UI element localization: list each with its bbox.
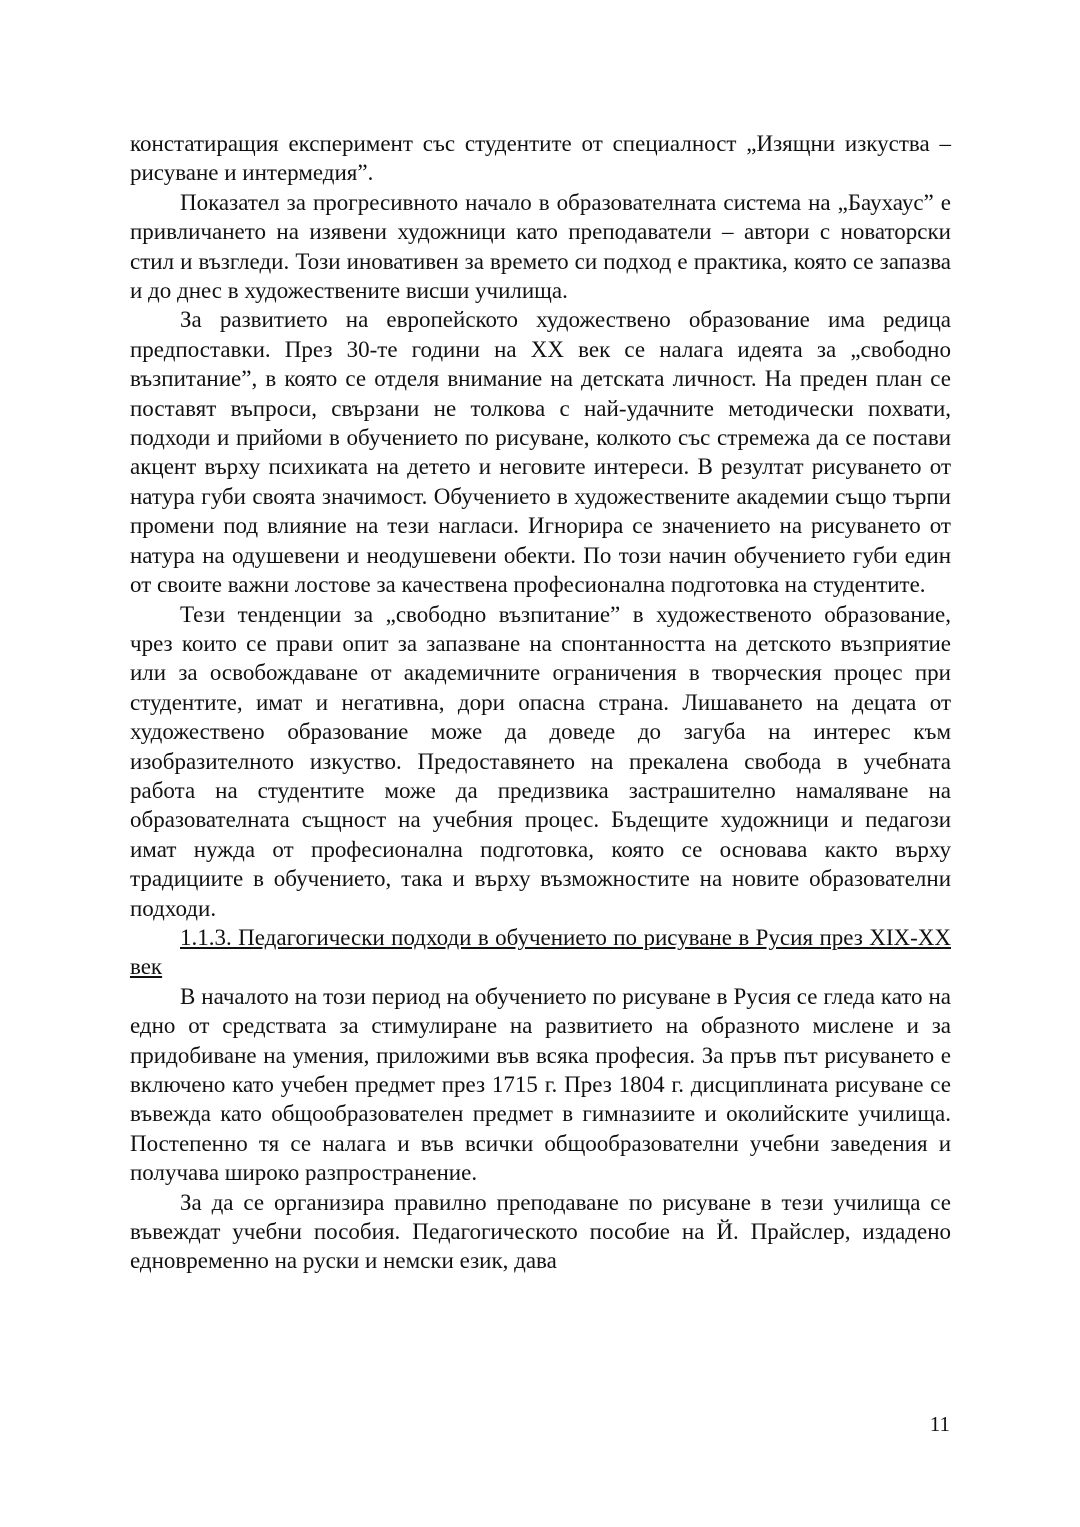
paragraph-european-education: За развитието на европейското художествено образование има редица предпоставки. През 30-те години на ХХ век се налага идеята за „свободно възпитание”, в която се отделя внимание на детската личност. На преден план се поставят въпроси, свързани не толкова с най-удачните методически похвати, подходи и прийоми в обучението по рисуване, колкото със стремежа да се постави акцент върху психиката на детето и неговите интереси. В резултат рисуването от натура губи своята значимост. Обучението в художествените академии също търпи промени под влияние на тези нагласи. Игнорира се значението на рисуването от натура на одушевени и неодушевени обекти. По този начин обучението губи един от своите важни лостове за качествена професионална подготовка на студентите. [130,307,951,598]
paragraph-bauhaus: Показател за прогресивното начало в образователната система на „Баухаус” е привличането на изявени художници като преподаватели – автори с новаторски стил и възгледи. Този иновативен за времето си подход е практика, която се запазва и до днес в художествените висши училища. [130,189,951,304]
paragraph-continued: констатиращия експеримент със студентите от специалност „Изящни изкуства – рисуване и интермедия”. [130,131,951,186]
page-body [130,129,951,1276]
paragraph-free-upbringing: Тези тенденции за „свободно възпитание” в художественото образование, чрез които се прави опит за запазване на спонтанността на детското възприятие или за освобождаване от академичните ограничения в творческия процес при студентите, имат и негативна, дори опасна страна. Лишаването на децата от художествено образование може да доведе до загуба на интерес към изобразителното изкуство. Предоставянето на прекалена свобода в учебната работа на студентите може да предизвика застрашително намаляване на образователната същност на учебния процес. Бъдещите художници и педагози имат нужда от професионална подготовка, която се основава както върху традициите в обучението, така и върху възможностите на новите образователни подходи. [130,601,951,921]
section-heading: 1.1.3. Педагогически подходи в обучението по рисуване в Русия през XIX-XX век [130,924,951,980]
paragraph-russia-period: В началото на този период на обучението по рисуване в Русия се гледа като на едно от средствата за стимулиране на развитието на образното мислене и за придобиване на умения, приложими във всяка професия. За пръв път рисуването е включено като учебен предмет през 1715 г. През 1804 г. дисциплината рисуване се въвежда като общообразователен предмет в гимназиите и околийските училища. Постепенно тя се налага и във всички общообразователни учебни заведения и получава широко разпространение. [130,983,951,1186]
paragraph-teaching-aids: За да се организира правилно преподаване по рисуване в тези училища се въвеждат учебни пособия. Педагогическото пособие на Й. Прайслер, издадено едновременно на руски и немски език, дава [130,1189,951,1274]
page-number: 11 [929,1412,950,1436]
